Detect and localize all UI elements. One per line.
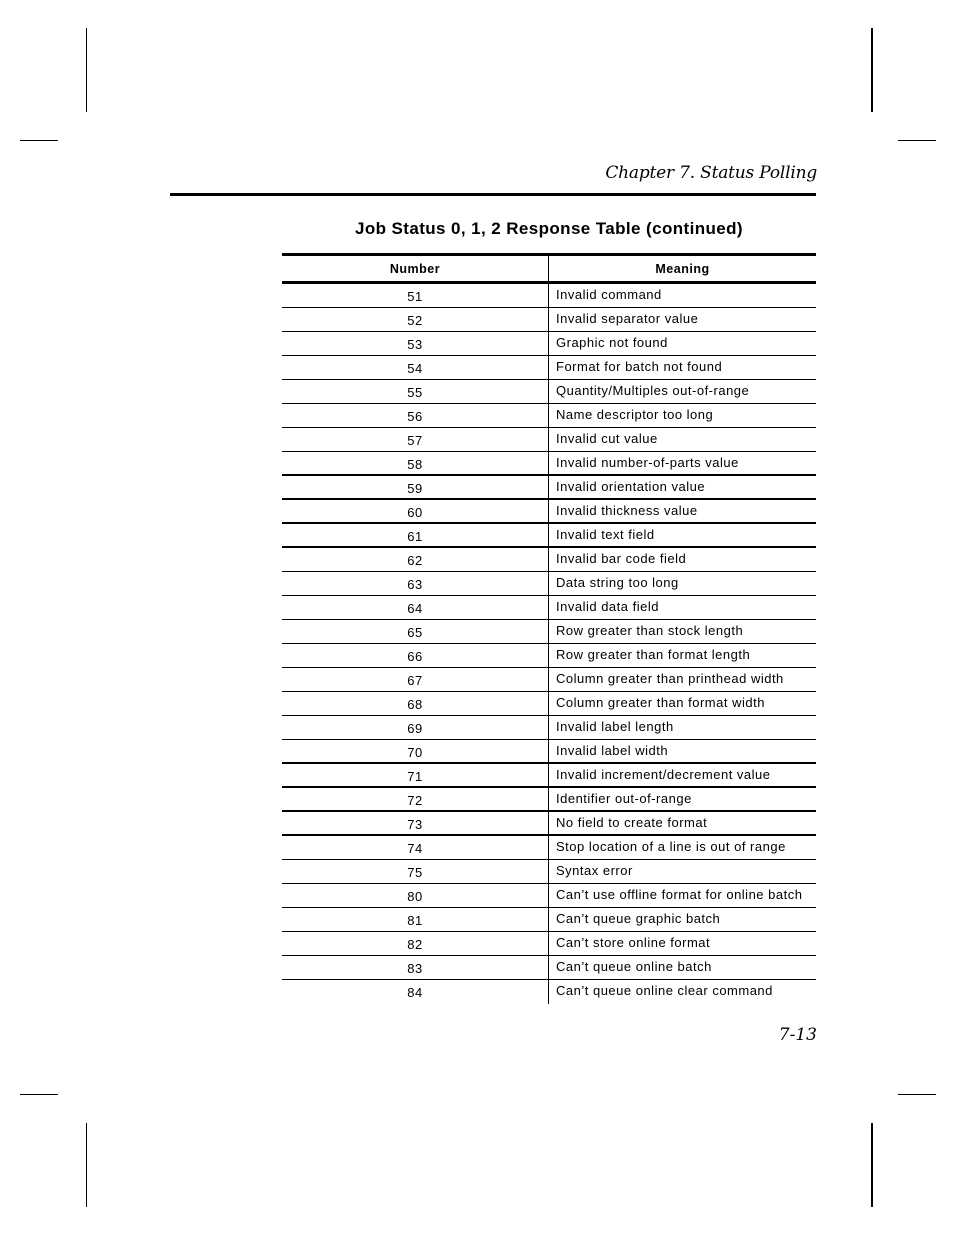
cell-meaning: Stop location of a line is out of range: [556, 839, 786, 854]
table-row: [282, 980, 816, 1004]
cell-meaning: Can’t store online format: [556, 935, 711, 950]
table-header-row: [282, 256, 816, 284]
table-row: [282, 500, 816, 524]
cell-number: 81: [282, 908, 549, 931]
crop-mark: [898, 1094, 936, 1095]
cell-meaning: Quantity/Multiples out-of-range: [556, 383, 750, 398]
cell-meaning: Invalid label length: [556, 719, 674, 734]
table-row: [282, 284, 816, 308]
cell-number: 70: [282, 740, 549, 762]
cell-meaning: Can’t queue online clear command: [556, 983, 773, 998]
cell-number: 69: [282, 716, 549, 739]
cell-number: 59: [282, 476, 549, 498]
table-row: [282, 788, 816, 812]
table-title: Job Status 0, 1, 2 Response Table (continued): [355, 219, 743, 238]
crop-mark: [20, 140, 58, 141]
table-row: [282, 836, 816, 860]
cell-number: 72: [282, 788, 549, 810]
table-row: [282, 596, 816, 620]
cell-meaning: Invalid orientation value: [556, 479, 706, 494]
cell-meaning: Invalid cut value: [556, 431, 658, 446]
crop-mark: [20, 1094, 58, 1095]
table-row: [282, 908, 816, 932]
crop-mark: [871, 28, 873, 112]
table-row: [282, 476, 816, 500]
table-row: [282, 668, 816, 692]
cell-meaning: Invalid increment/decrement value: [556, 767, 771, 782]
cell-meaning: No field to create format: [556, 815, 708, 830]
cell-number: 75: [282, 860, 549, 883]
table-row: [282, 428, 816, 452]
crop-mark: [86, 1123, 87, 1207]
cell-meaning: Invalid separator value: [556, 311, 699, 326]
cell-number: 71: [282, 764, 549, 786]
table-row: [282, 884, 816, 908]
cell-number: 66: [282, 644, 549, 667]
cell-meaning: Name descriptor too long: [556, 407, 714, 422]
table-row: [282, 956, 816, 980]
table-row: [282, 812, 816, 836]
cell-number: 82: [282, 932, 549, 955]
cell-number: 52: [282, 308, 549, 331]
cell-number: 53: [282, 332, 549, 355]
table-row: [282, 452, 816, 476]
cell-meaning: Invalid number-of-parts value: [556, 455, 739, 470]
page-number: 7-13: [778, 1025, 817, 1045]
cell-meaning: Identifier out-of-range: [556, 791, 692, 806]
table-row: [282, 740, 816, 764]
cell-meaning: Data string too long: [556, 575, 679, 590]
table-row: [282, 524, 816, 548]
table-row: [282, 332, 816, 356]
table-row: [282, 860, 816, 884]
cell-meaning: Invalid label width: [556, 743, 669, 758]
table-row: [282, 716, 816, 740]
cell-number: 84: [282, 980, 549, 1004]
cell-meaning: Can’t queue graphic batch: [556, 911, 721, 926]
table-row: [282, 644, 816, 668]
column-header-meaning: Meaning: [655, 262, 710, 276]
cell-number: 57: [282, 428, 549, 451]
cell-number: 55: [282, 380, 549, 403]
cell-meaning: Syntax error: [556, 863, 633, 878]
cell-meaning: Can’t queue online batch: [556, 959, 712, 974]
table-row: [282, 548, 816, 572]
cell-meaning: Invalid thickness value: [556, 503, 698, 518]
header-rule: [170, 193, 816, 196]
cell-number: 83: [282, 956, 549, 979]
table-row: [282, 620, 816, 644]
cell-number: 68: [282, 692, 549, 715]
cell-meaning: Graphic not found: [556, 335, 668, 350]
cell-number: 51: [282, 284, 549, 307]
cell-number: 65: [282, 620, 549, 643]
cell-meaning: Column greater than printhead width: [556, 671, 784, 686]
cell-number: 62: [282, 548, 549, 571]
table-row: [282, 308, 816, 332]
cell-meaning: Invalid data field: [556, 599, 659, 614]
table-row: [282, 380, 816, 404]
cell-number: 61: [282, 524, 549, 546]
table-row: [282, 356, 816, 380]
crop-mark: [871, 1123, 873, 1207]
cell-meaning: Column greater than format width: [556, 695, 765, 710]
table-row: [282, 572, 816, 596]
chapter-header: Chapter 7. Status Polling: [605, 163, 817, 183]
cell-number: 73: [282, 812, 549, 834]
cell-number: 63: [282, 572, 549, 595]
cell-meaning: Can’t use offline format for online batch: [556, 887, 803, 902]
table-row: [282, 404, 816, 428]
table-body: [282, 284, 816, 1004]
table-row: [282, 692, 816, 716]
cell-meaning: Invalid bar code field: [556, 551, 687, 566]
cell-meaning: Row greater than format length: [556, 647, 751, 662]
cell-meaning: Format for batch not found: [556, 359, 723, 374]
cell-number: 60: [282, 500, 549, 522]
cell-number: 64: [282, 596, 549, 619]
cell-number: 74: [282, 836, 549, 859]
cell-number: 56: [282, 404, 549, 427]
cell-number: 58: [282, 452, 549, 474]
cell-number: 80: [282, 884, 549, 907]
table-row: [282, 764, 816, 788]
response-table: [282, 253, 816, 1004]
table-row: [282, 932, 816, 956]
crop-mark: [86, 28, 87, 112]
cell-number: 67: [282, 668, 549, 691]
cell-number: 54: [282, 356, 549, 379]
crop-mark: [898, 140, 936, 141]
column-header-number: Number: [282, 256, 549, 281]
cell-meaning: Invalid command: [556, 287, 662, 302]
cell-meaning: Row greater than stock length: [556, 623, 744, 638]
cell-meaning: Invalid text field: [556, 527, 655, 542]
